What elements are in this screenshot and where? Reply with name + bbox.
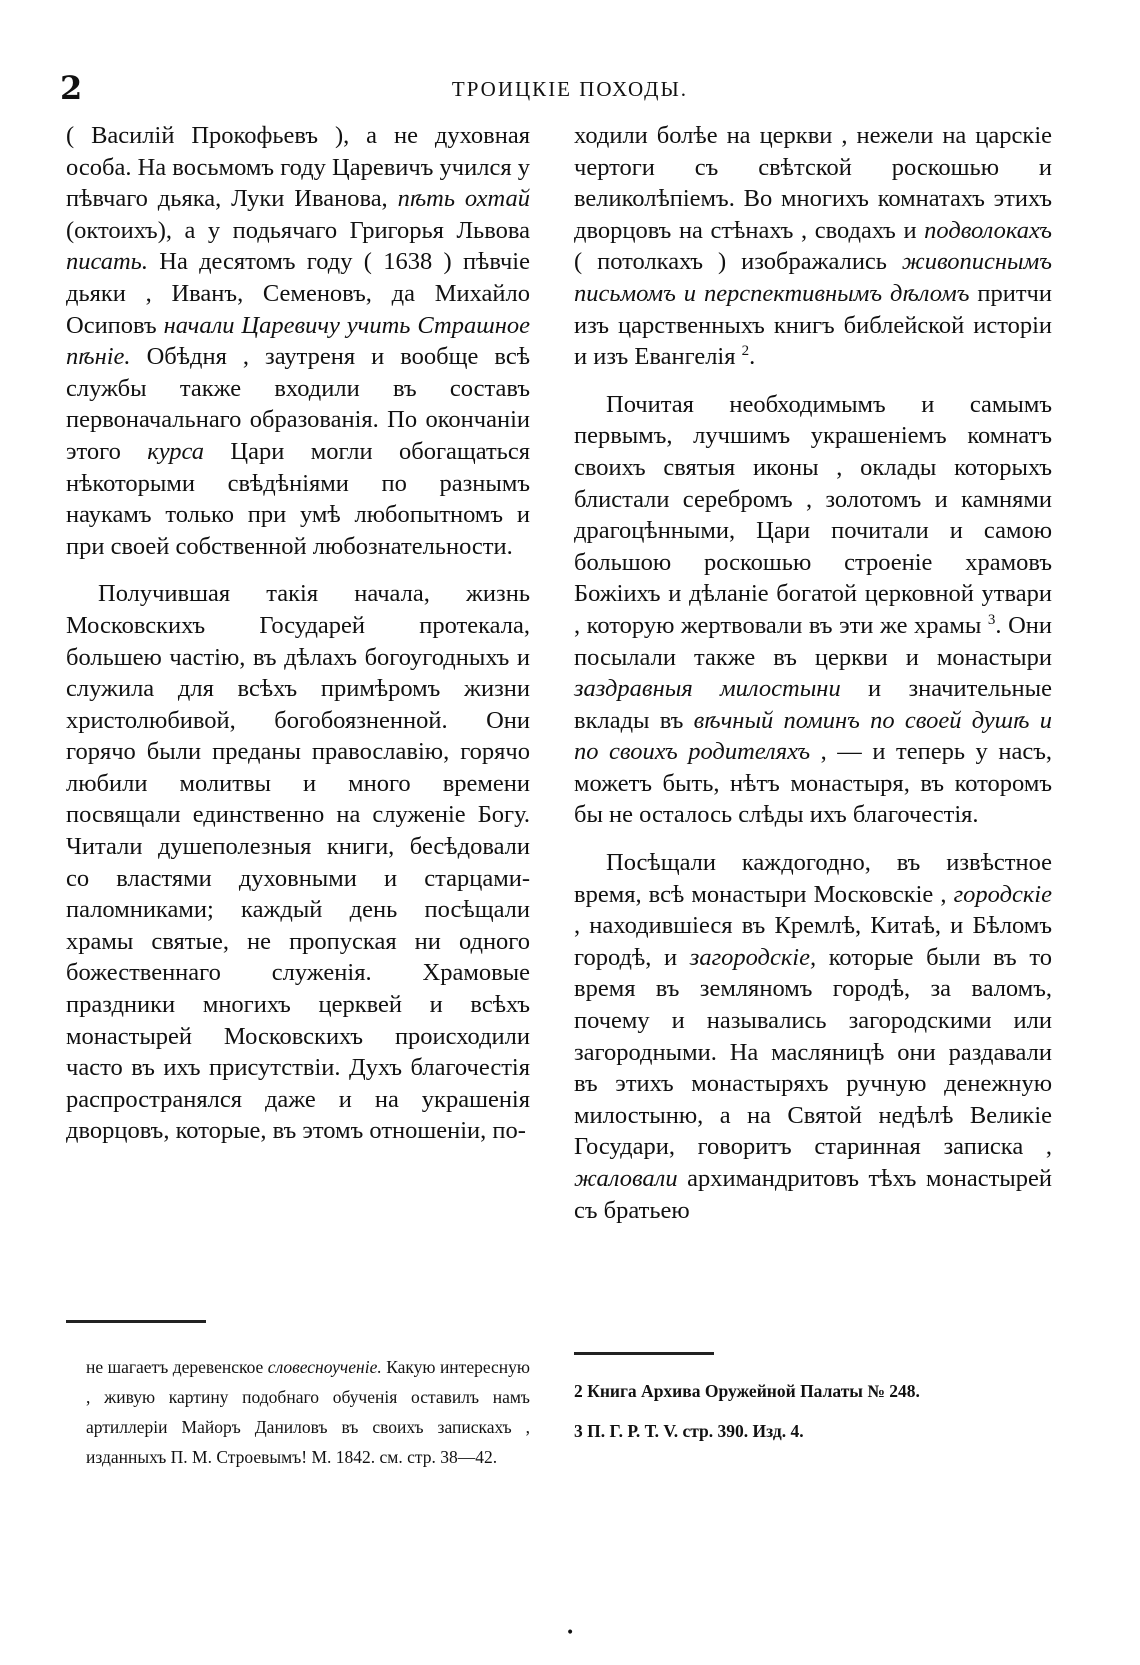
left-column	[66, 120, 530, 1147]
running-title: ТРОИЦКІЕ ПОХОДЫ.	[451, 77, 689, 101]
footnote: 3 П. Г. Р. Т. V. стр. 390. Изд. 4.	[574, 1421, 804, 1441]
footnote-ref: 2	[741, 343, 750, 359]
paragraph: Почитая необходимымъ и самымъ первымъ, лучшимъ украшеніемъ комнатъ своихъ святыя иконы , оклады которыхъ блистали серебромъ , золотомъ и камнями драгоцѣнными, Цари почитали и самою большою роскошью строеніе храмовъ Божіихъ и дѣланіе богатой церковной утвари , которую жертвовали въ эти же храмы $^3$. Они посылали также въ церкви и монастыри заздравныя милостыни и значительные вклады въ вѣчный поминъ по своей душѣ и по своихъ родителяхъ , — и теперь у насъ, можетъ быть, нѣтъ монастыря, въ которомъ бы не осталось слѣды ихъ благочестія.	[574, 390, 1053, 829]
paragraph: ходили болѣе на церкви , нежели на царскіе чертоги съ свѣтской роскошью и великолѣпіемъ. Во многихъ комнатахъ этихъ дворцовъ на стѣнахъ , сводахъ и подволокахъ ( потолкахъ ) изображались живописнымъ письмомъ и перспективнымъ дѣломъ притчи изъ царственныхъ книгъ библейской исторіи и изъ Евангелія $^2$.	[574, 122, 1052, 371]
footnote-rule	[574, 1352, 714, 1355]
footnotes-right	[574, 1376, 1052, 1446]
right-column	[574, 120, 1052, 1226]
paragraph: Получившая такія начала, жизнь Московскихъ Государей протекала, большею частію, въ дѣлахъ богоугодныхъ и служила для всѣхъ примѣромъ жизни христолюбивой, богобоязненной. Они горячо были преданы православію, горячо любили молитвы и много времени посвящали единственно на служеніе Богу. Читали душеполезныя книги, бесѣдовали со властями духовными и старцами-паломниками; каждый день посѣщали храмы святые, не пропуская ни одного божественнаго служенія. Храмовые праздники многихъ церквей и всѣхъ монастырей Московскихъ происходили часто въ ихъ присутствіи. Духъ благочестія распространялся даже и на украшенія дворцовъ, которые, въ этомъ отношеніи, по-	[66, 580, 530, 1145]
page-header	[0, 68, 1140, 108]
printer-mark: •	[566, 1625, 575, 1641]
footnote: не шагаетъ деревенское словесноученіе. Какую интересную , живую картину подобнаго обученія оставилъ намъ артиллеріи Майоръ Даниловъ въ своихъ запискахъ , изданныхъ П. М. Строевымъ! М. 1842. см. стр. 38—42.	[86, 1357, 530, 1467]
paragraph: Посѣщали каждогодно, въ извѣстное время, всѣ монастыри Московскіе , городскіе , находившіеся въ Кремлѣ, Китаѣ, и Бѣломъ городѣ, и загородскіе, которые были въ то время въ земляномъ городѣ, за валомъ, почему и назывались загородскими или загородными. На масляницѣ они раздавали въ этихъ монастыряхъ ручную денежную милостыню, а на Святой недѣлѣ Великіе Государи, говоритъ старинная записка , жаловали архимандритовъ тѣхъ монастырей съ братьею	[574, 849, 1052, 1224]
footnote-ref: 3	[987, 611, 996, 628]
footnote-rule	[66, 1320, 206, 1323]
page-number: 2	[60, 69, 83, 107]
paragraph: ( Василій Прокофьевъ ), а не духовная особа. На восьмомъ году Царевичъ учился у пѣвчаго дьяка, Луки Иванова, пѣть охтай (октоихъ), а у подьячаго Григорья Львова писать. На десятомъ году ( 1638 ) пѣвчіе дьяки , Иванъ, Семеновъ, да Михайло Осиповъ начали Царевичу учить Страшное пѣніе. Обѣдня , заутреня и вообще всѣ службы также входили въ составъ первоначальнаго образованія. По окончаніи этого курса Цари могли обогащаться нѣкоторыми свѣдѣніями по разнымъ наукамъ только при умѣ любопытномъ и при своей собственной любознательности.	[66, 122, 531, 560]
footnote: 2 Книга Архива Оружейной Палаты № 248.	[574, 1381, 920, 1401]
footnotes-left	[86, 1352, 530, 1472]
